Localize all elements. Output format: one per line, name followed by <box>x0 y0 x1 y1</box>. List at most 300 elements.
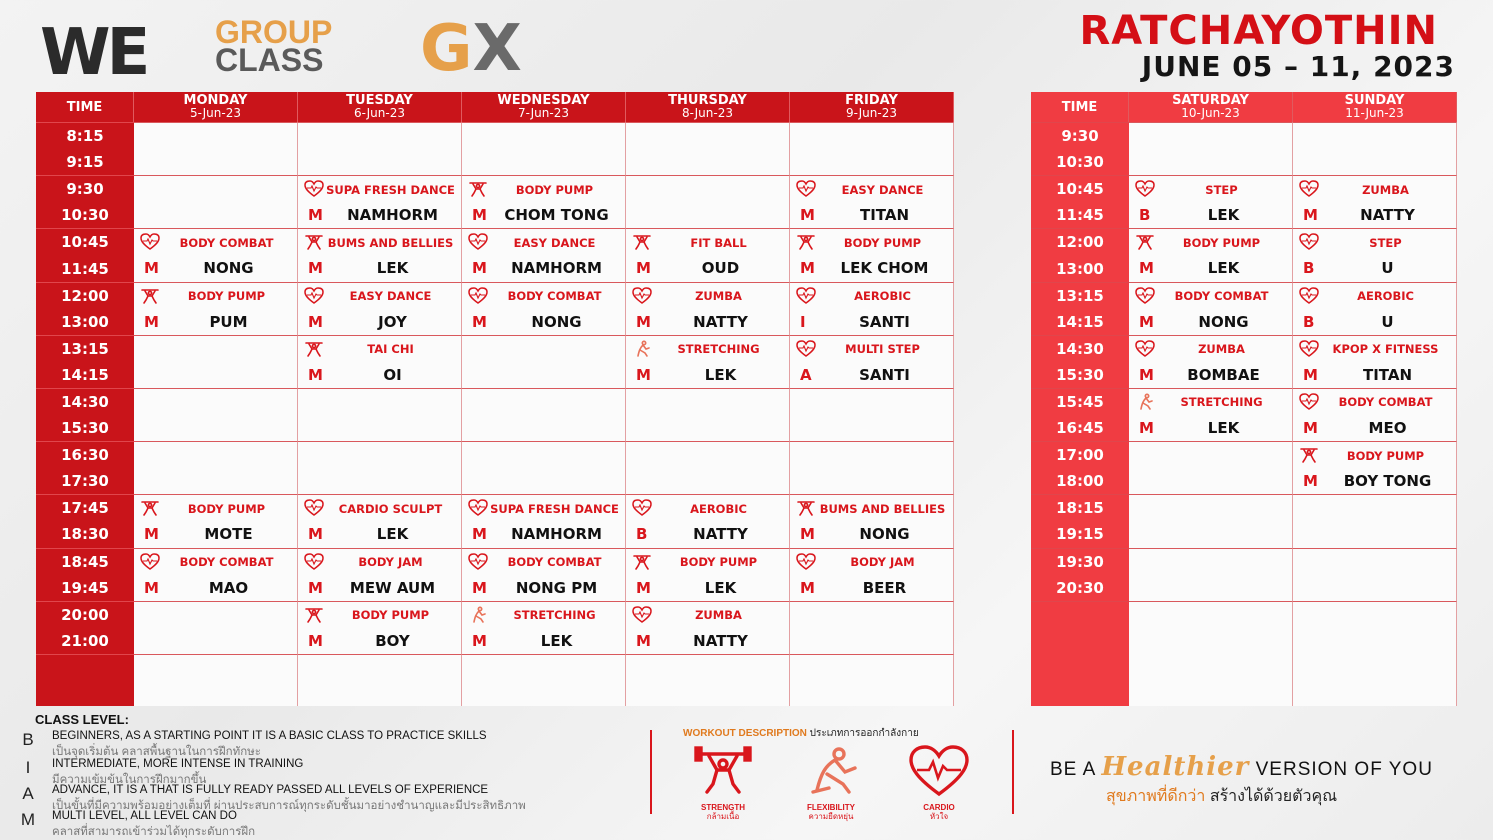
logo-class: CLASS <box>215 42 324 78</box>
time-slot <box>36 388 134 441</box>
empty-cell <box>790 441 954 494</box>
strength-icon <box>304 340 324 358</box>
class-level: M <box>800 525 815 544</box>
instructor-name: LEK <box>704 365 737 384</box>
slot-start: 10:45 <box>1056 180 1104 199</box>
header-day <box>1129 92 1293 122</box>
class-level: M <box>800 578 815 597</box>
slot-end: 19:15 <box>1056 525 1104 544</box>
footer <box>0 708 1493 840</box>
cardio-icon <box>796 180 816 198</box>
slot-end: 17:30 <box>61 472 109 491</box>
day-column <box>462 122 626 706</box>
day-date: 11-Jun-23 <box>1345 106 1404 120</box>
class-level: M <box>472 525 487 544</box>
class-cell[interactable] <box>462 548 626 601</box>
instructor-name: NATTY <box>693 312 748 331</box>
instructor-name: OUD <box>701 259 740 278</box>
class-name: STRETCHING <box>677 342 760 357</box>
instructor-name: MOTE <box>204 525 253 544</box>
class-level: M <box>636 365 651 384</box>
class-cell[interactable] <box>134 548 298 601</box>
class-name: KPOP X FITNESS <box>1332 342 1439 357</box>
class-cell[interactable] <box>462 282 626 335</box>
level-description-thai: คลาสที่สามารถเข้าร่วมได้ทุกระดับการฝึก <box>52 826 256 838</box>
instructor-name: BOY <box>375 631 410 650</box>
slot-end: 20:30 <box>1056 578 1104 597</box>
instructor-name: CHOM TONG <box>504 206 609 225</box>
class-cell[interactable] <box>1129 228 1293 281</box>
class-name: BODY COMBAT <box>1338 395 1433 410</box>
class-name: EASY DANCE <box>349 289 432 304</box>
class-level: M <box>308 578 323 597</box>
class-cell[interactable] <box>298 548 462 601</box>
class-level: M <box>1139 365 1154 384</box>
slot-start: 18:45 <box>61 552 109 571</box>
day-column <box>1293 122 1457 706</box>
class-name: CARDIO SCULPT <box>338 501 443 516</box>
day-column <box>134 122 298 706</box>
day-name: TUESDAY <box>346 93 413 108</box>
level-description-thai: เป็นจุดเริ่มต้น คลาสพื้นฐานในการฝึกทักษะ <box>52 746 261 758</box>
class-cell[interactable] <box>626 228 790 281</box>
class-name: BODY PUMP <box>1182 235 1261 250</box>
header-day <box>134 92 298 122</box>
day-date: 6-Jun-23 <box>354 106 405 120</box>
day-name: THURSDAY <box>668 93 747 108</box>
class-cell[interactable] <box>298 335 462 388</box>
workout-strength: STRENGTH กล้ามเนื้อ <box>688 744 758 821</box>
level-description: BEGINNERS, AS A STARTING POINT IT IS A BASIC CLASS TO PRACTICE SKILLS <box>52 730 487 742</box>
day-column <box>626 122 790 706</box>
week-range: JUNE 05 – 11, 2023 <box>1141 50 1455 83</box>
empty-cell <box>134 441 298 494</box>
class-level: M <box>308 365 323 384</box>
empty-cell <box>1129 548 1293 601</box>
slot-start: 17:45 <box>61 499 109 518</box>
instructor-name: NATTY <box>693 631 748 650</box>
instructor-name: LEK <box>540 631 573 650</box>
flexibility-icon <box>468 606 488 624</box>
day-name: WEDNESDAY <box>497 93 590 108</box>
class-level: M <box>472 312 487 331</box>
class-cell[interactable] <box>626 494 790 547</box>
slot-end: 11:45 <box>1056 206 1104 225</box>
slot-end: 15:30 <box>61 419 109 438</box>
class-level: M <box>1139 312 1154 331</box>
empty-cell <box>1293 548 1457 601</box>
class-level: M <box>1139 259 1154 278</box>
class-name: AEROBIC <box>1357 289 1414 304</box>
class-name: BUMS AND BELLIES <box>819 501 946 516</box>
weekend-schedule-table <box>1031 92 1457 706</box>
instructor-name: TITAN <box>1362 365 1413 384</box>
level-key: I <box>25 758 31 777</box>
empty-cell <box>1129 441 1293 494</box>
class-cell[interactable] <box>1129 282 1293 335</box>
time-slot <box>36 335 134 388</box>
header-day <box>462 92 626 122</box>
class-level: I <box>800 312 806 331</box>
class-cell[interactable] <box>134 494 298 547</box>
slot-end: 18:00 <box>1056 472 1104 491</box>
strength-icon <box>796 233 816 251</box>
logo-group: GROUP <box>215 14 333 50</box>
class-name: ZUMBA <box>695 289 742 304</box>
slot-start: 13:15 <box>61 339 109 358</box>
class-cell[interactable] <box>298 494 462 547</box>
time-slot <box>1031 494 1129 547</box>
class-cell[interactable] <box>790 175 954 228</box>
day-date: 9-Jun-23 <box>846 106 897 120</box>
slot-end: 14:15 <box>1056 312 1104 331</box>
class-cell[interactable] <box>462 494 626 547</box>
flexibility-icon <box>799 744 863 798</box>
class-cell[interactable] <box>1293 441 1457 494</box>
class-cell[interactable] <box>790 228 954 281</box>
time-slot <box>36 282 134 335</box>
cardio-icon <box>1299 180 1319 198</box>
day-name: SUNDAY <box>1344 93 1405 108</box>
divider <box>650 730 652 814</box>
time-slot <box>36 601 134 654</box>
flexibility-icon <box>1135 393 1155 411</box>
time-slot <box>1031 282 1129 335</box>
empty-cell <box>626 441 790 494</box>
class-level: M <box>472 206 487 225</box>
empty-cell <box>1293 494 1457 547</box>
class-name: BODY PUMP <box>187 501 266 516</box>
slot-start: 18:15 <box>1056 499 1104 518</box>
class-cell[interactable] <box>462 175 626 228</box>
class-name: BODY COMBAT <box>1174 289 1269 304</box>
cardio-icon <box>1299 233 1319 251</box>
header-day <box>626 92 790 122</box>
strength-icon <box>304 606 324 624</box>
cardio-icon <box>140 233 160 251</box>
class-cell[interactable] <box>134 282 298 335</box>
empty-cell <box>1293 122 1457 175</box>
class-cell[interactable] <box>626 282 790 335</box>
slot-end: 13:00 <box>61 312 109 331</box>
class-name: AEROBIC <box>690 501 747 516</box>
class-name: BODY PUMP <box>679 555 758 569</box>
slot-start: 16:30 <box>61 446 109 465</box>
slot-end: 9:15 <box>66 153 104 172</box>
level-key: M <box>20 810 36 829</box>
cardio-icon <box>140 553 160 571</box>
class-level: M <box>800 259 815 278</box>
slot-start: 17:00 <box>1056 446 1104 465</box>
class-level: M <box>144 525 159 544</box>
slot-start: 13:15 <box>1056 286 1104 305</box>
day-name: SATURDAY <box>1172 93 1249 108</box>
cardio-icon <box>304 553 324 571</box>
strength-icon <box>632 553 652 571</box>
class-cell[interactable] <box>1293 335 1457 388</box>
logo-gx: GX <box>420 12 522 86</box>
instructor-name: NONG <box>203 259 254 278</box>
slot-end: 10:30 <box>1056 153 1104 172</box>
class-name: BODY COMBAT <box>507 289 602 304</box>
slot-start: 15:45 <box>1056 392 1104 411</box>
instructor-name: U <box>1381 259 1394 278</box>
cardio-icon <box>1135 287 1155 305</box>
workout-description-title: WORKOUT DESCRIPTION ประเภทการออกกำลังกาย <box>683 728 919 739</box>
class-level: A <box>800 365 812 384</box>
class-name: ZUMBA <box>695 608 742 623</box>
slot-end: 21:00 <box>61 631 109 650</box>
class-cell[interactable] <box>1293 175 1457 228</box>
empty-cell <box>626 122 790 175</box>
class-cell[interactable] <box>626 601 790 654</box>
class-name: BUMS AND BELLIES <box>327 235 454 250</box>
class-name: BODY JAM <box>358 555 423 569</box>
class-name: BODY COMBAT <box>179 235 274 250</box>
instructor-name: JOY <box>378 312 407 331</box>
class-level: M <box>636 578 651 597</box>
empty-cell <box>1129 122 1293 175</box>
instructor-name: LEK CHOM <box>840 259 929 278</box>
cardio-icon <box>468 499 488 517</box>
empty-cell <box>790 601 954 654</box>
slot-end: 11:45 <box>61 259 109 278</box>
class-level: M <box>144 578 159 597</box>
empty-cell <box>462 122 626 175</box>
class-name: STRETCHING <box>513 608 596 623</box>
class-name: STEP <box>1369 235 1402 250</box>
instructor-name: BOY TONG <box>1343 472 1432 491</box>
instructor-name: NAMHORM <box>511 259 602 278</box>
class-cell[interactable] <box>298 175 462 228</box>
time-slot <box>1031 388 1129 441</box>
class-level: M <box>472 631 487 650</box>
class-cell[interactable] <box>134 228 298 281</box>
level-key: B <box>22 730 34 749</box>
empty-cell <box>298 122 462 175</box>
slot-start: 9:30 <box>1061 127 1099 146</box>
instructor-name: LEK <box>704 578 737 597</box>
class-cell[interactable] <box>462 601 626 654</box>
slot-end: 14:15 <box>61 365 109 384</box>
empty-cell <box>790 122 954 175</box>
day-column <box>790 122 954 706</box>
instructor-name: SANTI <box>859 312 910 331</box>
instructor-name: LEK <box>1207 259 1240 278</box>
instructor-name: OI <box>383 365 402 384</box>
time-column <box>1031 122 1129 706</box>
class-level: M <box>308 631 323 650</box>
slot-start: 12:00 <box>61 286 109 305</box>
class-name: SUPA FRESH DANCE <box>490 501 619 516</box>
flexibility-icon <box>632 340 652 358</box>
class-level: M <box>308 525 323 544</box>
empty-cell <box>134 335 298 388</box>
class-cell[interactable] <box>298 228 462 281</box>
day-date: 5-Jun-23 <box>190 106 241 120</box>
we-group-class-gx-logo <box>40 12 570 90</box>
cardio-icon <box>796 287 816 305</box>
instructor-name: NAMHORM <box>347 206 438 225</box>
class-level: M <box>472 259 487 278</box>
branch-title: RATCHAYOTHIN <box>1079 8 1438 54</box>
class-level: M <box>308 206 323 225</box>
class-level: B <box>1303 312 1315 331</box>
class-cell[interactable] <box>790 548 954 601</box>
empty-cell <box>626 388 790 441</box>
class-level: B <box>1303 259 1315 278</box>
empty-cell <box>298 388 462 441</box>
level-description: ADVANCE, IT IS A THAT IS FULLY READY PASSED ALL LEVELS OF EXPERIENCE <box>52 784 489 796</box>
level-description: MULTI LEVEL, ALL LEVEL CAN DO <box>52 810 237 822</box>
divider <box>1012 730 1014 814</box>
strength-icon <box>304 233 324 251</box>
cardio-icon <box>1299 393 1319 411</box>
time-slot <box>36 548 134 601</box>
time-slot <box>1031 175 1129 228</box>
time-slot <box>36 228 134 281</box>
class-level: M <box>1303 206 1318 225</box>
class-name: ZUMBA <box>1362 182 1409 197</box>
instructor-name: SANTI <box>859 365 910 384</box>
time-slot <box>1031 441 1129 494</box>
empty-cell <box>626 175 790 228</box>
class-cell[interactable] <box>1129 388 1293 441</box>
class-name: MULTI STEP <box>845 342 920 357</box>
class-cell[interactable] <box>790 494 954 547</box>
cardio-icon <box>907 744 971 798</box>
strength-icon <box>140 499 160 517</box>
empty-cell <box>298 441 462 494</box>
instructor-name: LEK <box>1207 206 1240 225</box>
day-column <box>1129 122 1293 706</box>
class-name: BODY PUMP <box>1346 448 1425 463</box>
class-level: M <box>1139 418 1154 437</box>
slot-end: 13:00 <box>1056 259 1104 278</box>
header-day <box>1293 92 1457 122</box>
strength-icon <box>140 287 160 305</box>
empty-cell <box>790 388 954 441</box>
instructor-name: LEK <box>376 259 409 278</box>
day-date: 7-Jun-23 <box>518 106 569 120</box>
level-description: INTERMEDIATE, MORE INTENSE IN TRAINING <box>52 758 304 770</box>
class-name: BODY PUMP <box>515 182 594 197</box>
instructor-name: NATTY <box>693 525 748 544</box>
slot-end: 16:45 <box>1056 419 1104 438</box>
instructor-name: MEW AUM <box>349 578 436 597</box>
class-level: M <box>308 259 323 278</box>
class-name: ZUMBA <box>1198 342 1245 357</box>
slot-start: 14:30 <box>1056 339 1104 358</box>
cardio-icon <box>1299 287 1319 305</box>
class-level: M <box>636 631 651 650</box>
slot-start: 8:15 <box>66 127 104 146</box>
cardio-icon <box>468 233 488 251</box>
header-day <box>790 92 954 122</box>
class-name: AEROBIC <box>854 289 911 304</box>
instructor-name: LEK <box>1207 418 1240 437</box>
class-cell[interactable] <box>298 601 462 654</box>
class-level: M <box>636 259 651 278</box>
class-name: BODY JAM <box>850 555 915 569</box>
cardio-icon <box>304 499 324 517</box>
class-level: M <box>144 312 159 331</box>
slot-end: 19:45 <box>61 578 109 597</box>
workout-cardio: CARDIO หัวใจ <box>904 744 974 821</box>
class-level: M <box>1303 472 1318 491</box>
header-time: TIME <box>36 92 134 122</box>
instructor-name: BOMBAE <box>1187 365 1260 384</box>
class-cell[interactable] <box>1129 335 1293 388</box>
time-slot <box>36 441 134 494</box>
class-cell[interactable] <box>626 548 790 601</box>
class-name: STRETCHING <box>1180 395 1263 410</box>
level-key: A <box>22 784 34 803</box>
cardio-icon <box>468 287 488 305</box>
class-name: BODY COMBAT <box>179 555 274 569</box>
empty-cell <box>134 175 298 228</box>
class-name: EASY DANCE <box>513 235 596 250</box>
class-cell[interactable] <box>462 228 626 281</box>
strength-icon <box>796 499 816 517</box>
slot-start: 12:00 <box>1056 233 1104 252</box>
slot-end: 10:30 <box>61 206 109 225</box>
time-slot <box>36 175 134 228</box>
empty-cell <box>134 122 298 175</box>
empty-cell <box>462 441 626 494</box>
class-name: BODY PUMP <box>351 608 430 623</box>
class-name: BODY PUMP <box>843 235 922 250</box>
class-level: B <box>1139 206 1151 225</box>
level-description-thai: มีความเข้มข้นในการฝึกมากขึ้น <box>52 774 207 786</box>
level-description-thai: เป็นขั้นที่มีความพร้อมอย่างเต็มที่ ผ่านประสบการณ์ทุกระดับชั้นมาอย่างชำนาญและมีประสิทธิภาพ <box>52 800 526 812</box>
class-cell[interactable] <box>790 335 954 388</box>
time-slot <box>1031 335 1129 388</box>
class-cell[interactable] <box>1129 175 1293 228</box>
slot-start: 20:00 <box>61 605 109 624</box>
cardio-icon <box>1299 340 1319 358</box>
instructor-name: NATTY <box>1360 206 1415 225</box>
strength-icon <box>691 744 755 798</box>
cardio-icon <box>796 553 816 571</box>
class-cell[interactable] <box>626 335 790 388</box>
class-cell[interactable] <box>1293 388 1457 441</box>
instructor-name: MEO <box>1368 418 1407 437</box>
weekday-schedule-table <box>36 92 954 706</box>
day-name: MONDAY <box>183 93 248 108</box>
empty-cell <box>134 388 298 441</box>
day-date: 10-Jun-23 <box>1181 106 1240 120</box>
class-name: BODY PUMP <box>187 289 266 304</box>
class-cell[interactable] <box>1293 228 1457 281</box>
class-name: EASY DANCE <box>841 182 924 197</box>
tagline: BE A Healthier VERSION OF YOU <box>1050 752 1433 782</box>
class-level: M <box>1303 418 1318 437</box>
instructor-name: NONG <box>531 312 582 331</box>
class-cell[interactable] <box>298 282 462 335</box>
cardio-icon <box>304 180 324 198</box>
class-cell[interactable] <box>790 282 954 335</box>
empty-cell <box>1129 494 1293 547</box>
instructor-name: MAO <box>208 578 249 597</box>
instructor-name: NONG <box>859 525 910 544</box>
cardio-icon <box>1135 340 1155 358</box>
slot-start: 9:30 <box>66 180 104 199</box>
instructor-name: TITAN <box>859 206 910 225</box>
class-cell[interactable] <box>1293 282 1457 335</box>
instructor-name: NONG PM <box>515 578 598 597</box>
instructor-name: BEER <box>862 578 907 597</box>
